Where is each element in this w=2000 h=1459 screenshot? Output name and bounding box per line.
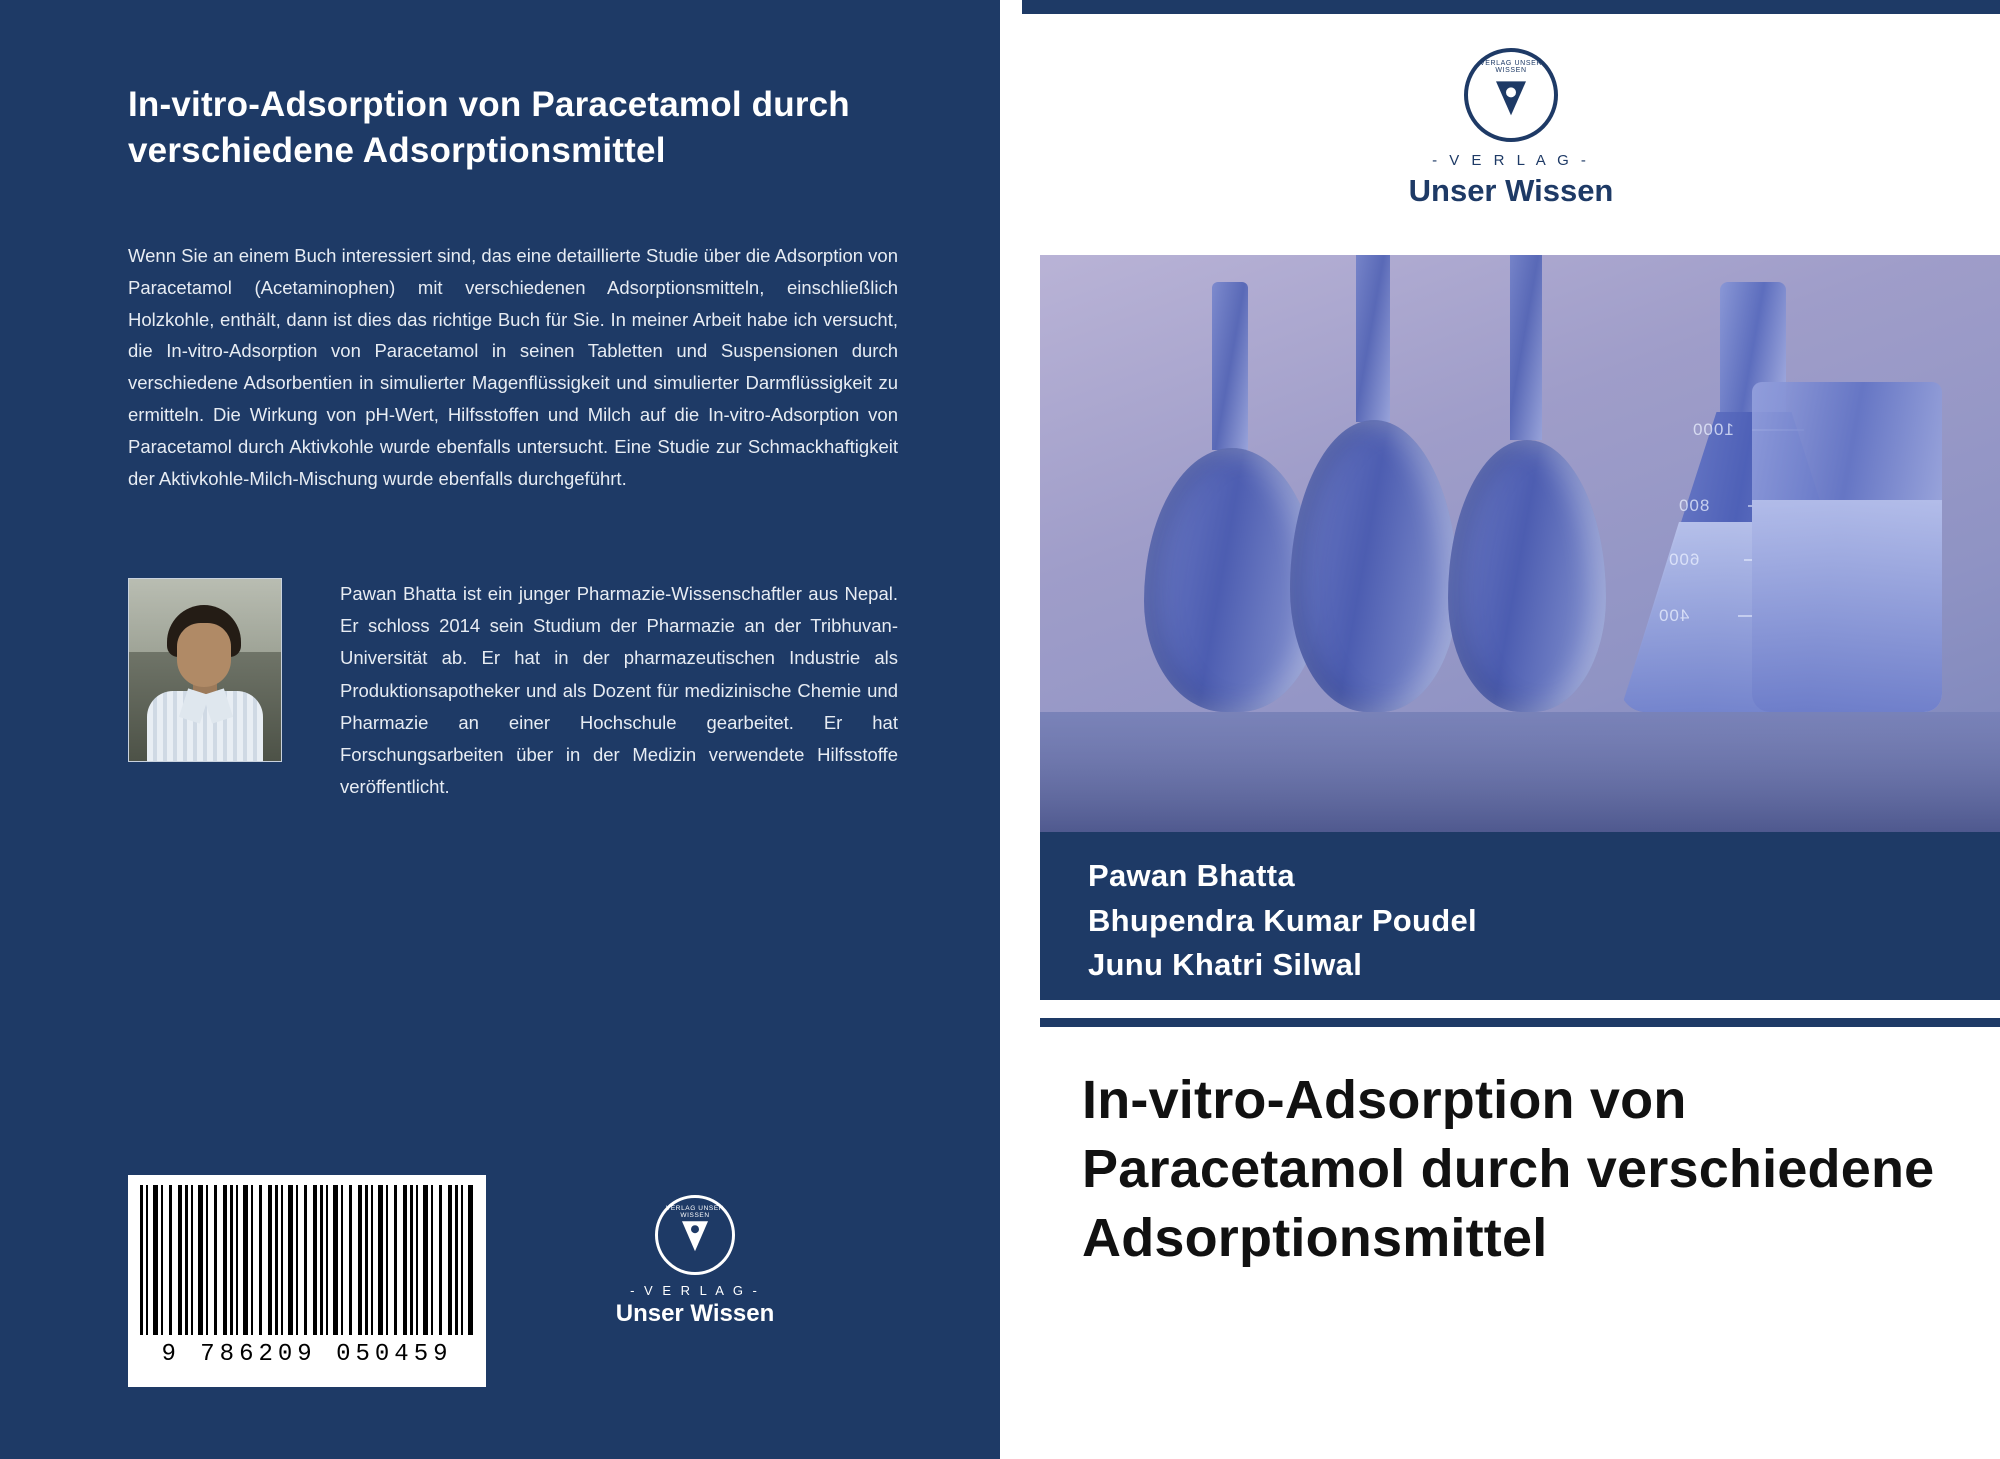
cover-photograph: [1040, 255, 2000, 832]
round-flask-3: [1448, 440, 1606, 712]
flask-neck: [1212, 282, 1248, 450]
author-name-1: Pawan Bhatta: [1088, 858, 1295, 893]
pen-nib-icon: [682, 1221, 708, 1251]
top-accent-bar: [1022, 0, 2000, 14]
graduation-label-600: 600: [1668, 550, 1700, 569]
front-publisher-logo: [1022, 48, 2000, 209]
graduation-label-800: 800: [1678, 496, 1710, 515]
back-cover-blurb: Wenn Sie an einem Buch interessiert sind, das eine detaillierte Studie über die Adsorption von Paracetamol (Acetaminophen) mit verschiedenen Adsorptionsmitteln, einschließlich Holzkohle, enthält, dann ist dies das richtige Buch für Sie. In meiner Arbeit habe ich versucht, die In-vitro-Adsorption von Paracetamol in seinen Tabletten und Suspensionen durch verschiedene Adsorbentien in simulierter Magenflüssigkeit und simulierter Darmflüssigkeit zu ermitteln. Die Wirkung von pH-Wert, Hilfsstoffen und Milch auf die In-vitro-Adsorption von Paracetamol durch Aktivkohle wurde ebenfalls untersucht. Eine Studie zur Schmackhaftigkeit der Aktivkohle-Milch-Mischung wurde ebenfalls durchgeführt.: [128, 245, 898, 489]
publisher-verlag-label: - V E R L A G -: [630, 1283, 760, 1298]
publisher-seal-ring-text: VERLAG UNSER WISSEN: [665, 1205, 725, 1219]
graduation-label-400: 400: [1658, 606, 1690, 625]
author-bio: Pawan Bhatta ist ein junger Pharmazie-Wissenschaftler aus Nepal. Er schloss 2014 sein Studium der Pharmazie an der Tribhuvan-Universität ab. Er hat in der pharmazeutischen Industrie als Produktionsapotheker und als Dozent für medizinische Chemie und Pharmazie an einer Hochschule gearbeitet. Er hat Forschungsarbeiten über in der Medizin verwendete Hilfsstoffe veröffentlicht.: [340, 583, 898, 798]
publisher-seal-icon: [655, 1195, 735, 1275]
publisher-seal-icon: [1464, 48, 1558, 142]
beaker-liquid: [1752, 500, 1942, 712]
flask-neck: [1356, 255, 1390, 422]
beaker: [1752, 382, 1942, 712]
title-divider: [1040, 1018, 2000, 1027]
flask-neck: [1510, 255, 1542, 440]
author-photo: [128, 578, 282, 762]
pen-nib-icon: [1496, 81, 1526, 115]
back-publisher-logo: [600, 1195, 790, 1328]
bench-surface: [1040, 712, 2000, 832]
publisher-name: Unser Wissen: [615, 1300, 775, 1327]
author-name-2: Bhupendra Kumar Poudel: [1088, 902, 1477, 938]
author-name-3: Junu Khatri Silwal: [1088, 947, 1363, 983]
back-cover-title: In-vitro-Adsorption von Paracetamol durch verschiedene Adsorptionsmittel: [128, 85, 850, 171]
graduation-label-1000: 1000: [1692, 420, 1734, 439]
barcode-bars: [140, 1185, 474, 1335]
publisher-name: Unser Wissen: [1408, 173, 1614, 208]
front-cover-title: In-vitro-Adsorption von Paracetamol durch verschiedene Adsorptionsmittel: [1082, 1070, 1935, 1269]
barcode-number: 9 786209 050459: [161, 1341, 453, 1368]
barcode: [128, 1175, 486, 1387]
publisher-verlag-label: - V E R L A G -: [1432, 152, 1590, 169]
front-cover-panel: [1022, 0, 2000, 1459]
round-flask-2: [1290, 420, 1458, 712]
authors-band: [1040, 832, 2000, 1000]
publisher-seal-ring-text: VERLAG UNSER WISSEN: [1479, 60, 1543, 74]
spine: [1000, 0, 1022, 1459]
